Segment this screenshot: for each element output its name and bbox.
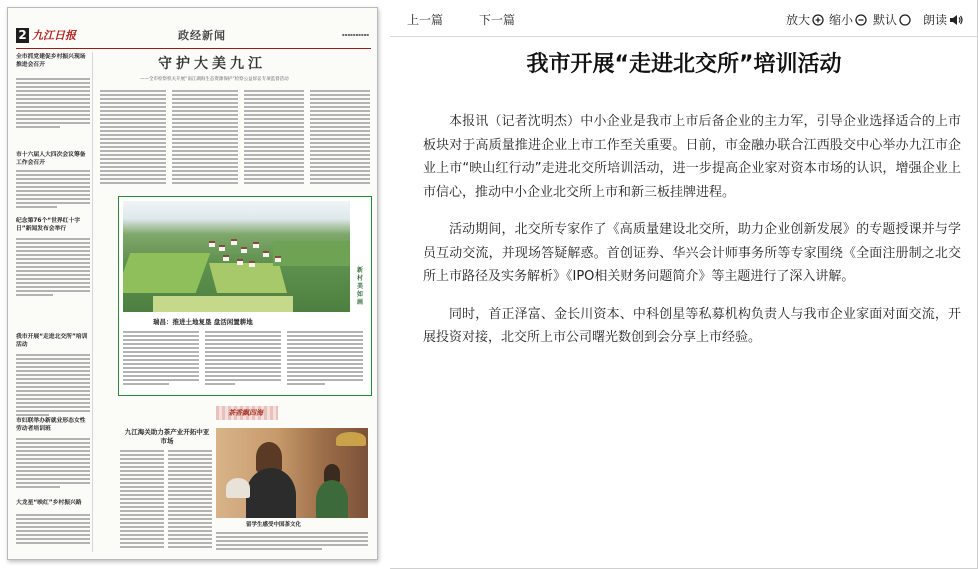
headline-link[interactable]: 市十六届人大四次会议筹备工作会召开	[16, 152, 86, 166]
banner-text: 茶香飘四海	[228, 408, 263, 417]
newspaper-panel	[0, 0, 388, 569]
text-lines	[16, 514, 90, 546]
text-column	[172, 90, 238, 186]
text-lines	[16, 78, 90, 130]
text-lines	[16, 354, 90, 418]
tea-headline[interactable]: 九江海关助力茶产业开拓中亚市场	[124, 428, 210, 445]
zoom-in-label: 放大	[786, 13, 811, 27]
text-lines	[16, 238, 90, 298]
article-paragraph: 本报讯（记者沈明杰）中小企业是我市上市后备企业的主力军，引导企业选择适合的上市板块对于高质量推进企业上市工作至关重要。日前，市金融办联合江西股交中心举办九江市企业上市“映山红行动”走进北交所培训活动，进一步提高企业家对资本市场的认识，增强企业上市信心，推动中小企业北交所上市和新三板挂牌进程。	[423, 114, 961, 200]
photo2-caption: 留学生感受中国茶文化	[246, 522, 302, 528]
headline-link[interactable]: 全市抓党建促乡村振兴现场推进会召开	[16, 54, 86, 68]
headline-link[interactable]: 市妇联举办新就业形态女性劳动者培训班	[16, 418, 86, 432]
zoom-out-label: 缩小	[829, 13, 854, 27]
tea-culture-photo	[216, 428, 368, 518]
text-column	[100, 90, 166, 186]
circle-icon	[899, 14, 911, 30]
reset-label: 默认	[873, 13, 898, 27]
article-reader	[390, 0, 978, 569]
reader-toolbar	[390, 0, 978, 37]
article-paragraph: 同时，首正泽富、金长川资本、中科创星等私募机构负责人与我市企业家面对面交流，开展投资对接，北交所上市公司曙光数创到会分享上市经验。	[423, 306, 961, 345]
text-column	[123, 331, 199, 387]
section-name: 政经新闻	[178, 29, 226, 42]
newspaper-header	[16, 26, 371, 49]
main-headline[interactable]: 守护大美九江	[158, 56, 266, 72]
zoom-in-button[interactable]	[786, 12, 824, 30]
minus-circle-icon	[855, 14, 867, 30]
article-body	[423, 110, 961, 364]
photo-caption: 瑞昌：推进土地复垦 盘活闲置耕地	[153, 318, 253, 326]
reset-zoom-button[interactable]	[873, 12, 911, 30]
text-lines	[16, 438, 90, 490]
headline-link[interactable]: 大龙星“映红”乡村振兴路	[16, 500, 82, 506]
date-line: ▪▪▪▪▪▪▪▪▪▪	[341, 32, 369, 37]
text-column	[168, 450, 212, 550]
next-article-link[interactable]: 下一篇	[479, 13, 516, 27]
left-column	[16, 52, 93, 552]
main-subheadline: ——全市检察机关开展“南江湖海生态资源保护”检察公益诉讼专项监督活动	[140, 77, 289, 82]
village-photo	[123, 201, 350, 312]
read-aloud-label: 朗读	[923, 13, 948, 27]
plus-circle-icon	[812, 14, 824, 30]
masthead-logo: 九江日报	[32, 29, 76, 42]
text-column	[205, 331, 281, 387]
tea-banner	[216, 406, 278, 420]
text-column	[287, 331, 363, 387]
photo-vertical-caption: 新村美如画	[356, 267, 363, 306]
headline-link-current[interactable]: 我市开展“走进北交所”培训活动	[16, 334, 88, 348]
zoom-out-button[interactable]	[829, 12, 867, 30]
text-column	[216, 532, 368, 552]
article-paragraph: 活动期间，北交所专家作了《高质量建设北交所，助力企业创新发展》的专题授课并与学员互动交流，并现场答疑解惑。首创证券、华兴会计师事务所等专家围绕《全面注册制之北交所上市路径及实务解析》《IPO相关财务问题简介》等主题进行了深入讲解。	[423, 222, 961, 284]
prev-article-link[interactable]: 上一篇	[407, 13, 444, 27]
headline-link[interactable]: 纪念第76个“世界红十字日”新闻发布会举行	[16, 218, 81, 232]
speaker-icon	[949, 14, 963, 30]
photo-story-frame[interactable]	[118, 196, 372, 396]
text-lines	[16, 170, 90, 210]
newspaper-page[interactable]	[7, 7, 378, 560]
text-column	[310, 90, 370, 186]
article-title: 我市开展“走进北交所”培训活动	[526, 52, 842, 77]
text-column	[120, 450, 164, 550]
page-number: 2	[16, 28, 29, 43]
read-aloud-button[interactable]	[923, 12, 963, 30]
text-column	[244, 90, 304, 186]
